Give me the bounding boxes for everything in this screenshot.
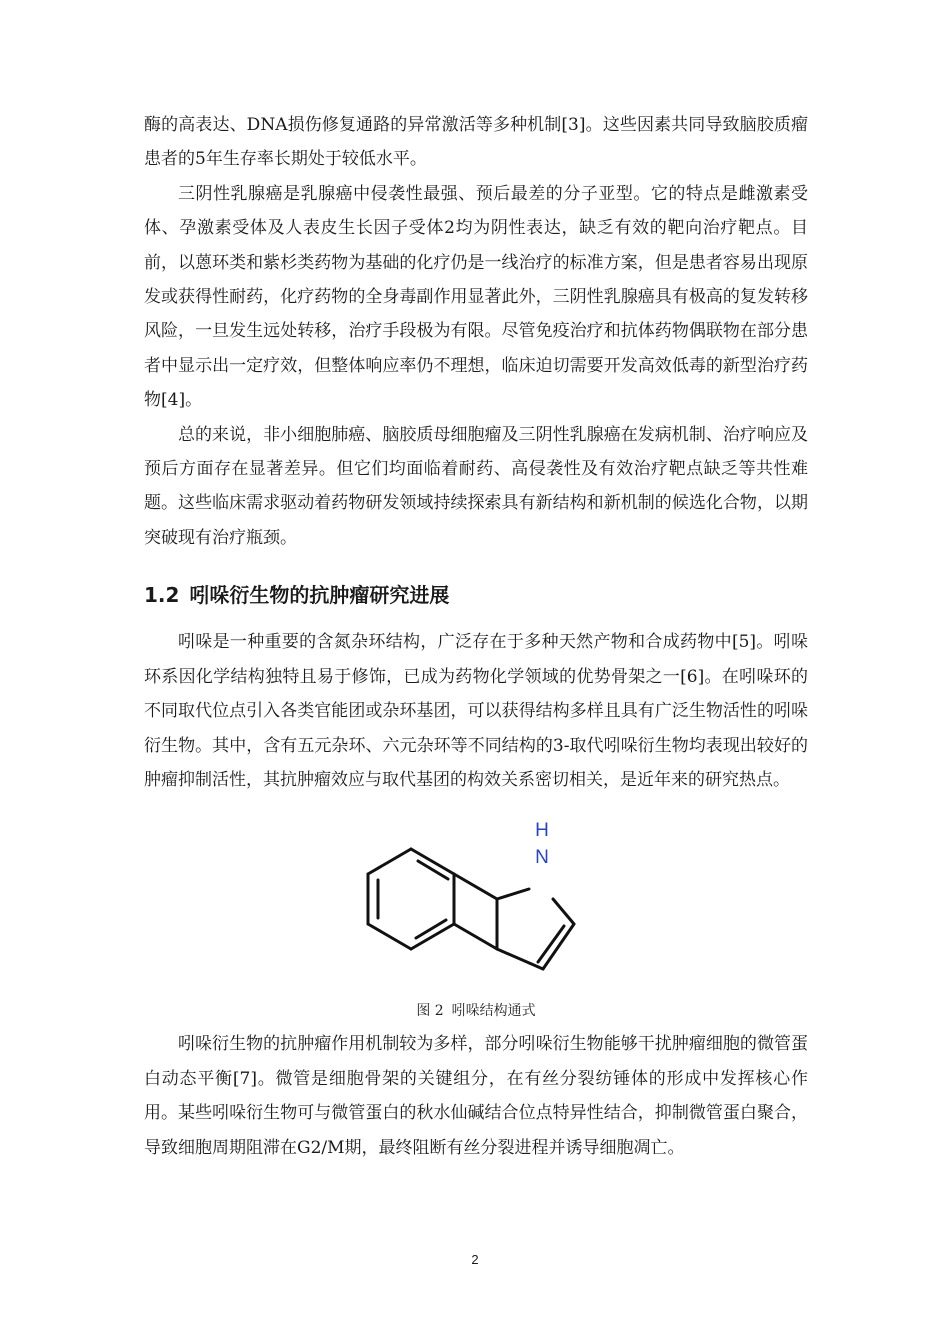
paragraph-indole-intro: 吲哚是一种重要的含氮杂环结构，广泛存在于多种天然产物和合成药物中[5]。吲哚环系因化学结构独特且易于修饰，已成为药物化学领域的优势骨架之一[6]。在吲哚环的不同取代位点引入各类官能团或杂环基团，可以获得结构多样且具有广泛生物活性的吲哚衍生物。其中，含有五元杂环、六元杂环等不同结构的3-取代吲哚衍生物均表现出较好的肿瘤抑制活性，其抗肿瘤效应与取代基团的构效关系密切相关，是近年来的研究热点。 [144,632,808,790]
figure-caption-label: 图 2 [416,1003,444,1020]
paragraph-mechanism: 吲哚衍生物的抗肿瘤作用机制较为多样，部分吲哚衍生物能够干扰肿瘤细胞的微管蛋白动态平衡[7]。微管是细胞骨架的关键组分，在有丝分裂纺锤体的形成中发挥核心作用。某些吲哚衍生物可与微管蛋白的秋水仙碱结合位点特异性结合，抑制微管蛋白聚合，导致细胞周期阻滞在G2/M期，最终阻断有丝分裂进程并诱导细胞凋亡。 [144,1034,808,1158]
bond-c4-c7a [454,874,497,899]
bond-n1-c2 [553,899,574,924]
section-heading [144,581,808,609]
indole-structure-diagram [144,813,808,993]
double-bond-inner-1 [418,861,448,879]
section-number: 1.2 [144,583,180,608]
paragraph-tnbc: 三阴性乳腺癌是乳腺癌中侵袭性最强、预后最差的分子亚型。它的特点是雌激素受体、孕激素受体及人表皮生长因子受体2均为阴性表达，缺乏有效的靶向治疗靶点。目前，以蒽环类和紫杉类药物为基础的化疗仍是一线治疗的标准方案，但是患者容易出现原发或获得性耐药，化疗药物的全身毒副作用显著此外，三阴性乳腺癌具有极高的复发转移风险，一旦发生远处转移，治疗手段极为有限。尽管免疫治疗和抗体药物偶联物在部分患者中显示出一定疗效，但整体响应率仍不理想，临床迫切需要开发高效低毒的新型治疗药物[4]。 [144,183,808,411]
bond-c6b-c5 [368,924,411,949]
page-content [144,108,808,1165]
atom-n-label: N [535,847,549,869]
figure-caption [144,1001,808,1021]
bond-c7a-n1 [497,889,529,899]
atom-h-label: H [535,820,549,842]
bond-c7a-c7b [368,849,411,874]
section-title: 吲哚衍生物的抗肿瘤研究进展 [189,583,450,608]
figure-caption-text: 吲哚结构通式 [451,1003,536,1020]
double-bond-inner-3 [416,920,446,938]
indole-structure-figure [144,813,808,993]
page-number: 2 [471,1252,479,1267]
paragraph-summary: 总的来说，非小细胞肺癌、脑胶质母细胞瘤及三阴性乳腺癌在发病机制、治疗响应及预后方面存在显著差异。但它们均面临着耐药、高侵袭性及有效治疗靶点缺乏等共性难题。这些临床需求驱动着药物研发领域持续探索具有新结构和新机制的候选化合物，以期突破现有治疗瓶颈。 [144,424,808,548]
paragraph-glioma-survival: 酶的高表达、DNA损伤修复通路的异常激活等多种机制[3]。这些因素共同导致脑胶质瘤患者的5年生存率长期处于较低水平。 [144,115,808,170]
bond-c3-c3a [497,949,543,969]
bond-c6-c3a [454,924,497,949]
